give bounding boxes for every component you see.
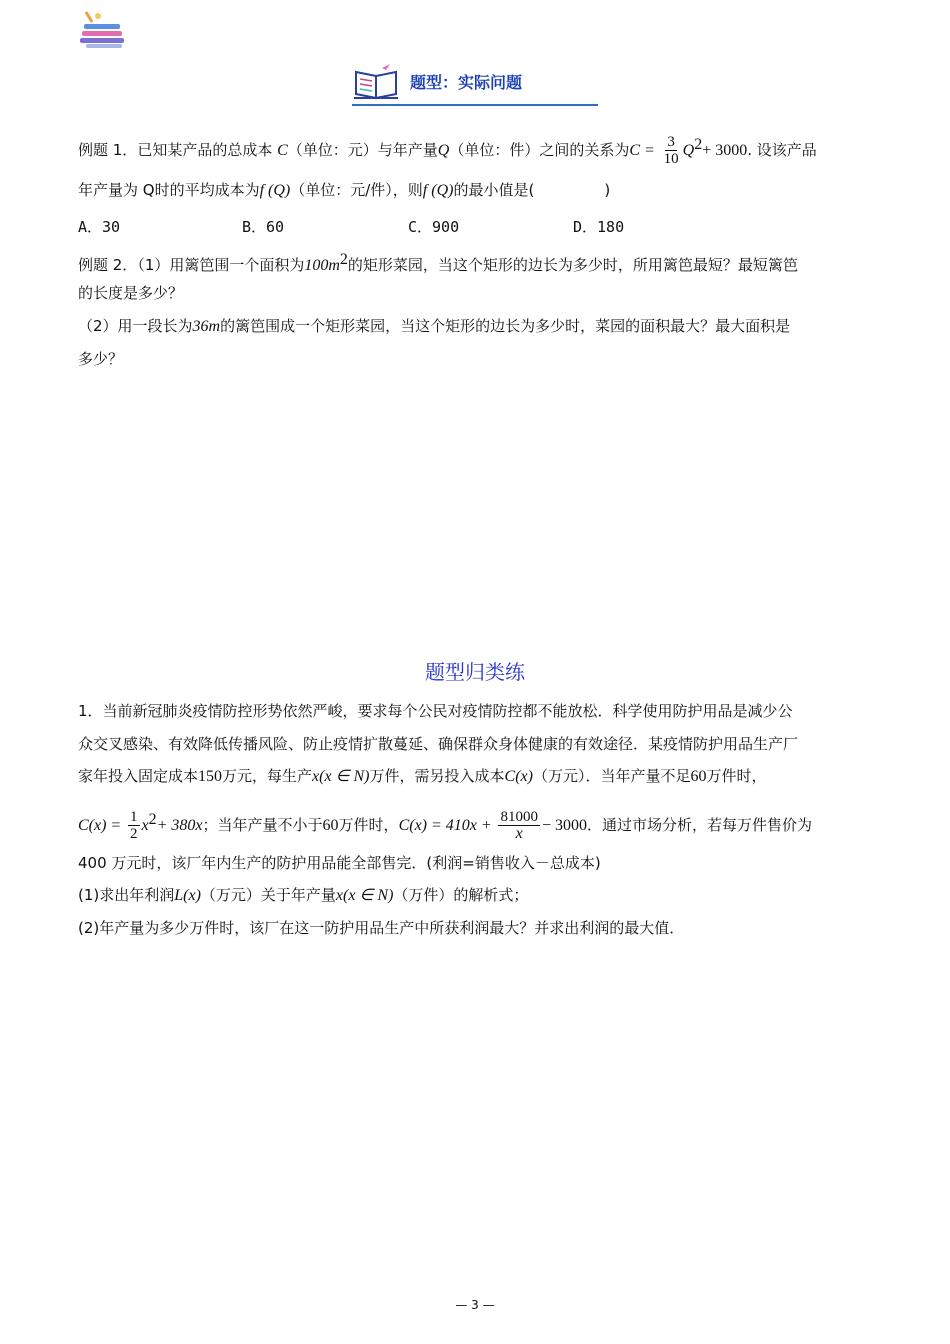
option-d: D．180	[573, 218, 625, 236]
q1-line5: 400 万元时，该厂年内生产的防护用品能全部售完．(利润=销售收入－总成本)	[78, 854, 601, 872]
q1-line1: 1．当前新冠肺炎疫情防控形势依然严峻，要求每个公民对疫情防控都不能放松．科学使用防护用品是减少公	[78, 702, 793, 720]
practice-heading: 题型归类练	[425, 660, 525, 684]
q1-line4: C(x) = $\frac{1}{2}$ $x^2+ 380x$；当年产量不小于60万件时，C(x) = 410x + $\frac{81000}{x}$ − 3000．通过市场分析，若每万件售价为	[78, 809, 813, 842]
fraction-1-2: $\frac{1}{2}$	[130, 809, 138, 842]
option-a: A．30	[78, 218, 121, 236]
fraction-81000-x: $\frac{81000}{x}$	[500, 809, 538, 842]
q1-line3: 家年投入固定成本150万元，每生产x(x ∈ N)万件，需另投入成本C(x)（万元）．当年产量不足60万件时，	[78, 767, 767, 785]
title-underline	[352, 104, 598, 106]
section-title: 题型：实际问题	[410, 73, 523, 92]
q1-line2: 众交叉感染、有效降低传播风险、防止疫情扩散蔓延、确保群众身体健康的有效途径．某疫情防护用品生产厂	[78, 735, 799, 753]
notebook-icon	[352, 62, 402, 102]
option-c: C．900	[408, 218, 460, 236]
q1-sub2: (2)年产量为多少万件时，该厂在这一防护用品生产中所获利润最大？并求出利润的最大值．	[78, 919, 685, 937]
example2-line4: 多少？	[78, 350, 124, 368]
q1-sub1: (1)求出年利润L(x)（万元）关于年产量x(x ∈ N)（万件）的解析式；	[78, 886, 529, 904]
books-logo-icon	[78, 8, 128, 50]
example2-line1: 例题 2．（1）用篱笆围一个面积为$100m^2$的矩形菜园，当这个矩形的边长为多少时，所用篱笆最短？最短篱笆	[78, 251, 798, 274]
page-number: — 3 —	[455, 1298, 495, 1312]
option-b: B．60	[242, 218, 285, 236]
example2-line2: 的长度是多少？	[78, 284, 184, 302]
example2-line3: （2）用一段长为36m的篱笆围成一个矩形菜园，当这个矩形的边长为多少时，菜园的面积最大？最大面积是	[78, 317, 791, 335]
example1-line1: 例题 1．已知某产品的总成本 C（单位：元）与年产量Q（单位：件）之间的关系为C = $\frac{3}{10}$ $Q^2+ 3000$. 设该产品	[78, 134, 817, 167]
example1-line2: 年产量为 Q时的平均成本为f (Q)（单位：元/件），则f (Q)的最小值是( )	[78, 181, 611, 199]
fraction-3-10: $\frac{3}{10}$	[663, 134, 679, 167]
